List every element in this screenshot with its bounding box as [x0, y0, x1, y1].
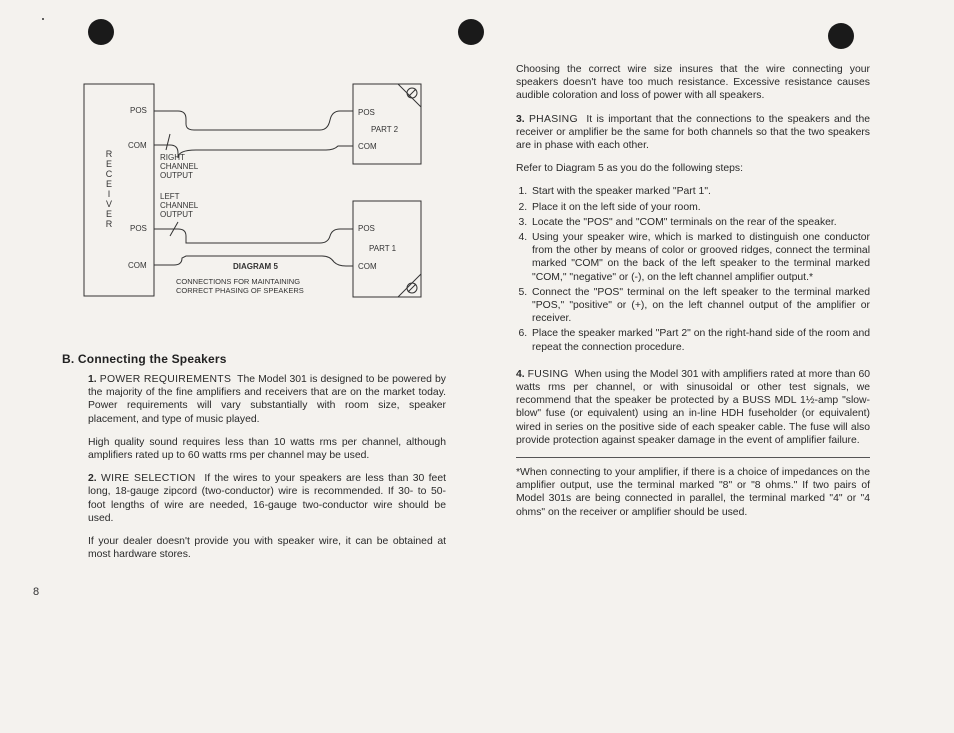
item-number: 1. [88, 374, 97, 385]
paragraph: If your dealer doesn't provide you with speaker wire, it can be obtained at most hardware stores. [88, 536, 446, 561]
wire-pos-left [154, 229, 353, 243]
paragraph-text: If the wires to your speakers are less than 30 feet long, 18-gauge zipcord (two-conductor) wire is recommended. If 30- to 50-foot lengths of wire are needed, 16-gauge two-conductor wire should be used. [88, 473, 446, 524]
item-heading: POWER REQUIREMENTS [99, 374, 232, 385]
left-column [62, 352, 446, 571]
item-number: 2. [88, 473, 97, 485]
paragraph-text: It is important that the connections to the speakers and the receiver or amplifier be the same for both channels so that the two speakers are in phase with each other. [516, 113, 871, 152]
paragraph: High quality sound requires less than 10 watts rms per channel, although amplifiers rated up to 60 watts rms per channel may be used. [88, 436, 446, 462]
right-channel-label: CHANNEL [160, 162, 199, 171]
right-column [516, 63, 870, 529]
power-requirements-paragraph [62, 373, 446, 426]
receiver-letter: R [105, 149, 113, 159]
receiver-letter: V [105, 199, 113, 209]
page-number: 8 [33, 586, 40, 598]
paragraph-text: When using the Model 301 with amplifiers rated at more than 60 watts rms per channel, or with sinusoidal or other test signals, we recommend that the speaker be protected by a BUSS MDL 1½-amp "slow-blow" fuse (or equivalent) using an in-line HDH fuseholder (or equivalent) wired in series on the positive side of each speaker cable. The fuse will also provide protection against speaker damage in the event of amplifier failure. [516, 368, 870, 446]
part1-name-label: PART 1 [369, 244, 397, 253]
step-item: 6. Place the speaker marked "Part 2" on the right-hand side of the room and repeat the connection procedure. [530, 327, 870, 353]
fusing-paragraph [516, 368, 870, 447]
paragraph: Refer to Diagram 5 as you do the following steps: [516, 163, 743, 175]
wire-selection-paragraph [62, 472, 446, 525]
section-title: B. Connecting the Speakers [62, 352, 227, 366]
paragraph-text: The Model 301 is designed to be powered by the majority of the fine amplifiers and receivers that are on the market today. Power requirements will vary substantially with room size, speaker placement, and type of music played. [88, 374, 447, 425]
item-heading: FUSING [527, 368, 569, 380]
diagram-caption: CORRECT PHASING OF SPEAKERS [176, 286, 304, 295]
part2-com-label: COM [358, 142, 377, 151]
receiver-letter: R [105, 219, 113, 229]
steps-list [516, 185, 870, 353]
divider [516, 457, 870, 458]
left-channel-label: LEFT [160, 192, 180, 201]
left-channel-label: CHANNEL [160, 201, 199, 210]
receiver-letter: E [105, 209, 113, 219]
receiver-letter: E [105, 179, 113, 189]
step-item: 2. Place it on the left side of your room. [530, 201, 870, 214]
terminal-label-com-bottom: COM [128, 261, 147, 270]
terminal-label-pos-bottom: POS [130, 224, 147, 233]
diagram-caption: CONNECTIONS FOR MAINTAINING [176, 277, 301, 286]
left-channel-label: OUTPUT [160, 210, 193, 219]
terminal-label-pos-top: POS [130, 106, 147, 115]
diagram-title: DIAGRAM 5 [233, 262, 278, 271]
step-item: 3. Locate the "POS" and "COM" terminals on the rear of the speaker. [530, 216, 870, 229]
part1-com-label: COM [358, 262, 377, 271]
receiver-letter: C [105, 169, 113, 179]
item-number: 3. [516, 113, 525, 125]
item-heading: PHASING [528, 113, 578, 125]
paragraph: Choosing the correct wire size insures that the wire connecting your speakers doesn't have too much resistance. Excessive resistance causes audible coloration and loss of power with all speakers. [516, 64, 870, 102]
receiver-letter: I [107, 189, 111, 199]
part1-pos-label: POS [358, 224, 375, 233]
item-number: 4. [516, 368, 525, 380]
receiver-letter: E [105, 159, 113, 169]
part2-pos-label: POS [358, 108, 375, 117]
part2-name-label: PART 2 [371, 125, 399, 134]
right-channel-label: OUTPUT [160, 171, 193, 180]
right-channel-label: RIGHT [160, 153, 185, 162]
speaker-part2-box [353, 84, 421, 164]
terminal-label-com-top: COM [128, 141, 147, 150]
step-item: 1. Start with the speaker marked "Part 1". [530, 185, 870, 198]
step-item: 5. Connect the "POS" terminal on the left speaker to the terminal marked "POS," "positive" or (+), on the left channel output of the amplifier or receiver. [530, 286, 870, 326]
footnote: *When connecting to your amplifier, if there is a choice of impedances on the amplifier output, use the terminal marked "8" or "8 ohms." If two pairs of Model 301s are being connected in parallel, the terminal marked "4" or "4 ohms" on the receiver or amplifier should be used. [516, 467, 870, 518]
wire-pos-right [154, 111, 353, 130]
item-heading: WIRE SELECTION [101, 473, 196, 485]
step-item: 4. Using your speaker wire, which is marked to distinguish one conductor from the other by means of color or grooved ridges, connect the terminal marked "COM" on the back of the left speaker to the terminal marked "COM," "negative" or (-), on the left channel amplifier output.* [530, 231, 870, 284]
phasing-paragraph [516, 113, 870, 153]
